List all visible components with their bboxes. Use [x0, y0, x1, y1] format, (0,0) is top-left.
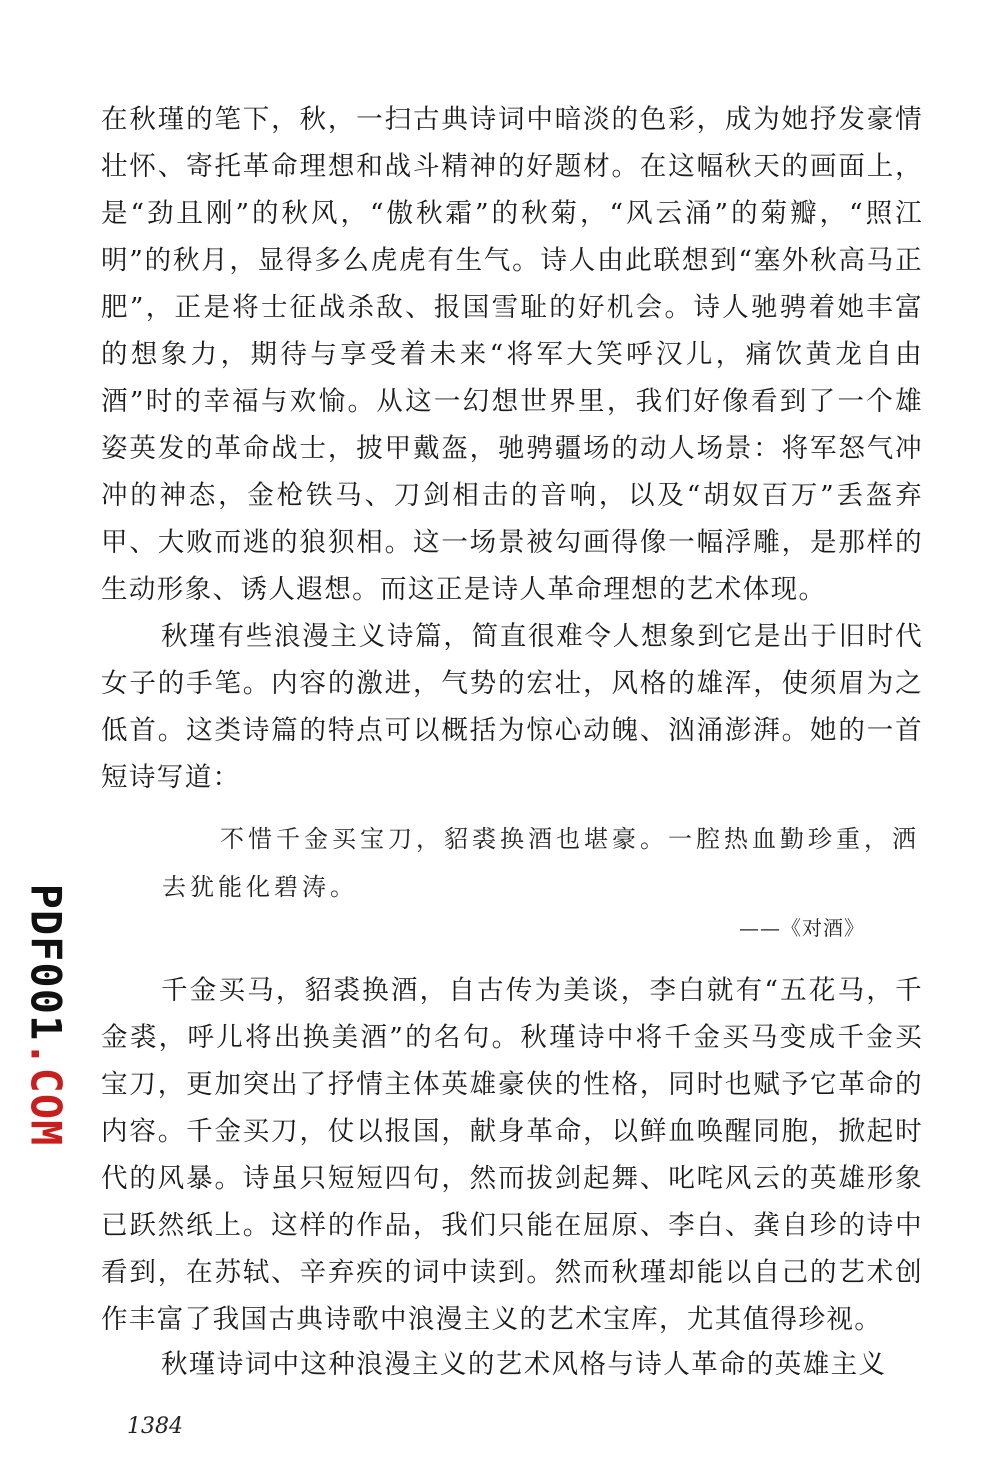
watermark: [22, 884, 71, 1147]
poem-source: ——《对酒》: [739, 916, 865, 940]
watermark-name: PDF001: [21, 883, 71, 1042]
page-number: 1384: [127, 1414, 183, 1439]
poem-quote: 不惜千金买宝刀，貂裘换酒也堪豪。一腔热血勤珍重，洒去犹能化碧涛。: [162, 825, 920, 901]
paragraph-2: 秋瑾有些浪漫主义诗篇，简直很难令人想象到它是出于旧时代女子的手笔。内容的激进，气势的宏壮，风格的雄浑，使须眉为之低首。这类诗篇的特点可以概括为惊心动魄、汹涌澎湃。她的一首短诗写道：: [101, 621, 923, 793]
paragraph-3: 千金买马，貂裘换酒，自古传为美谈，李白就有“五花马，千金裘，呼儿将出换美酒”的名句。秋瑾诗中将千金买马变成千金买宝刀，更加突出了抒情主体英雄豪侠的性格，同时也赋予它革命的内容。千金买刀，仗以报国，献身革命，以鲜血唤醒同胞，掀起时代的风暴。诗虽只短短四句，然而拔剑起舞、叱咤风云的英雄形象已跃然纸上。这样的作品，我们只能在屈原、李白、龚自珍的诗中看到，在苏轼、辛弃疾的词中读到。然而秋瑾却能以自己的艺术创作丰富了我国古典诗歌中浪漫主义的艺术宝库，尤其值得珍视。: [101, 975, 923, 1335]
paragraph-1: 在秋瑾的笔下，秋，一扫古典诗词中暗淡的色彩，成为她抒发豪情壮怀、寄托革命理想和战斗精神的好题材。在这幅秋天的画面上，是“劲且刚”的秋风，“傲秋霜”的秋菊，“风云涌”的菊瓣，“照江明”的秋月，显得多么虎虎有生气。诗人由此联想到“塞外秋高马正肥”，正是将士征战杀敌、报国雪耻的好机会。诗人驰骋着她丰富的想象力，期待与享受着未来“将军大笑呼汉儿，痛饮黄龙自由酒”时的幸福与欢愉。从这一幻想世界里，我们好像看到了一个雄姿英发的革命战士，披甲戴盔，驰骋疆场的动人场景：将军怒气冲冲的神态，金枪铁马、刀剑相击的音响，以及“胡奴百万”丢盔弃甲、大败而逃的狼狈相。这一场景被勾画得像一幅浮雕，是那样的生动形象、诱人遐想。而这正是诗人革命理想的艺术体现。: [101, 104, 923, 605]
watermark-domain: .COM: [21, 1041, 71, 1147]
paragraph-4: 秋瑾诗词中这种浪漫主义的艺术风格与诗人革命的英雄主义: [161, 1349, 887, 1380]
